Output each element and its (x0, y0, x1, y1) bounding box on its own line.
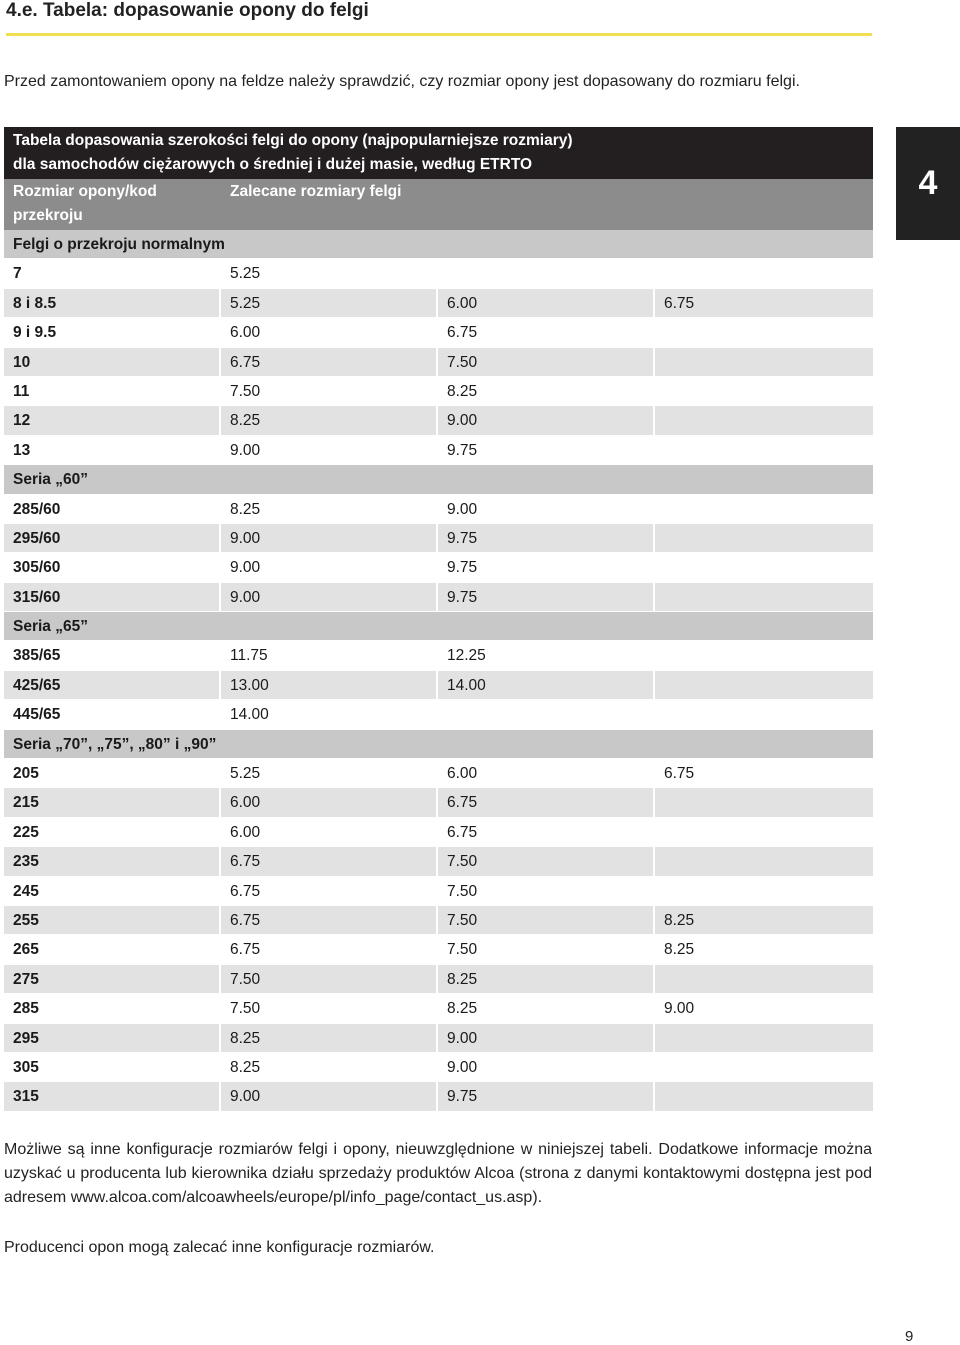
table-row (4, 935, 873, 964)
rim-fitment-table (4, 127, 873, 1112)
table-row (4, 406, 873, 435)
footnote-tire-makers: Producenci opon mogą zalecać inne konfiguracje rozmiarów. (4, 1239, 435, 1256)
tire-size-cell: 285 (4, 994, 221, 1023)
section-heading: 4.e. Tabela: dopasowanie opony do felgi (6, 0, 369, 21)
section-label: Seria „65” (4, 612, 873, 641)
tire-size-cell: 13 (4, 436, 221, 465)
rim-size-cell: 8.25 (438, 377, 655, 406)
rim-size-cell: 9.00 (438, 495, 655, 524)
table-row (4, 1024, 873, 1053)
tire-size-cell: 275 (4, 965, 221, 994)
rim-size-cell: 13.00 (221, 671, 438, 700)
rim-size-cell: 6.00 (221, 318, 438, 347)
tire-size-cell: 225 (4, 818, 221, 847)
rim-size-cell (655, 583, 873, 612)
rim-size-cell: 6.75 (221, 877, 438, 906)
rim-size-cell: 5.25 (221, 259, 438, 288)
rim-size-cell: 9.00 (221, 436, 438, 465)
rim-size-cell: 11.75 (221, 641, 438, 670)
rim-size-cell (655, 406, 873, 435)
rim-size-cell (655, 377, 873, 406)
tire-size-cell: 425/65 (4, 671, 221, 700)
rim-size-cell (655, 318, 873, 347)
table-row (4, 553, 873, 582)
column-header-rim-sizes: Zalecane rozmiary felgi (230, 183, 402, 200)
rim-size-cell: 9.00 (438, 1053, 655, 1082)
rim-size-cell: 9.00 (221, 1082, 438, 1111)
rim-size-cell (655, 700, 873, 729)
footnote-text: Możliwe są inne konfiguracje rozmiarów felgi i opony, nieuwzględnione w niniejszej tabeli. Dodatkowe informacje można uzyskać u producenta lub kierownika działu sprzedaży produktów Alcoa (strona z danymi kontaktowymi dostępna jest pod adresem www.alcoa.com/alcoawheels/europe/pl/info_page/contact_us.asp). (4, 1141, 872, 1206)
rim-size-cell: 9.00 (438, 406, 655, 435)
tire-size-cell: 295/60 (4, 524, 221, 553)
rim-size-cell: 14.00 (438, 671, 655, 700)
rim-size-cell: 9.75 (438, 583, 655, 612)
rim-size-cell: 14.00 (221, 700, 438, 729)
rim-size-cell: 9.75 (438, 524, 655, 553)
rim-size-cell: 7.50 (438, 906, 655, 935)
rim-size-cell: 9.75 (438, 436, 655, 465)
rim-size-cell: 7.50 (438, 935, 655, 964)
rim-size-cell (655, 553, 873, 582)
table-row (4, 965, 873, 994)
table-title-line2: dla samochodów ciężarowych o średniej i dużej masie, według ETRTO (13, 156, 533, 173)
rim-size-cell: 6.00 (221, 788, 438, 817)
rim-size-cell (655, 788, 873, 817)
tire-size-cell: 285/60 (4, 495, 221, 524)
rim-size-cell (438, 700, 655, 729)
section-label: Felgi o przekroju normalnym (4, 230, 873, 259)
rim-size-cell: 8.25 (655, 935, 873, 964)
table-row (4, 377, 873, 406)
table-row (4, 788, 873, 817)
rim-size-cell: 7.50 (438, 847, 655, 876)
rim-size-cell: 9.00 (221, 524, 438, 553)
tire-size-cell: 445/65 (4, 700, 221, 729)
rim-size-cell: 5.25 (221, 759, 438, 788)
rim-size-cell: 6.75 (221, 906, 438, 935)
rim-size-cell: 7.50 (438, 348, 655, 377)
table-row (4, 877, 873, 906)
rim-size-cell (655, 877, 873, 906)
section-label: Seria „70”, „75”, „80” i „90” (4, 730, 873, 759)
table-row (4, 1053, 873, 1082)
table-row (4, 259, 873, 288)
table-row (4, 289, 873, 318)
section-label: Seria „60” (4, 465, 873, 494)
table-row (4, 759, 873, 788)
rim-size-cell: 6.75 (438, 788, 655, 817)
tire-size-cell: 305/60 (4, 553, 221, 582)
tire-size-cell: 245 (4, 877, 221, 906)
rim-size-cell (655, 1082, 873, 1111)
rim-size-cell (655, 348, 873, 377)
rim-size-cell: 6.75 (221, 847, 438, 876)
table-row (4, 1082, 873, 1111)
rim-size-cell: 6.75 (655, 759, 873, 788)
tire-size-cell: 7 (4, 259, 221, 288)
tire-size-cell: 12 (4, 406, 221, 435)
rim-size-cell: 8.25 (221, 406, 438, 435)
rim-size-cell: 6.00 (221, 818, 438, 847)
table-row (4, 524, 873, 553)
rim-size-cell: 6.00 (438, 759, 655, 788)
rim-size-cell: 6.75 (221, 348, 438, 377)
rim-size-cell (655, 1024, 873, 1053)
table-row (4, 583, 873, 612)
rim-size-cell: 7.50 (221, 377, 438, 406)
rim-size-cell (655, 847, 873, 876)
rim-size-cell: 9.75 (438, 553, 655, 582)
table-row (4, 436, 873, 465)
rim-size-cell (655, 259, 873, 288)
intro-text: Przed zamontowaniem opony na feldze należy sprawdzić, czy rozmiar opony jest dopasowany do rozmiaru felgi. (4, 73, 800, 90)
table-body (4, 230, 873, 1112)
rim-size-cell: 6.75 (438, 318, 655, 347)
rim-size-cell: 8.25 (221, 1053, 438, 1082)
rim-size-cell: 8.25 (438, 965, 655, 994)
rim-size-cell: 6.75 (655, 289, 873, 318)
rim-size-cell (655, 641, 873, 670)
table-row (4, 906, 873, 935)
tire-size-cell: 385/65 (4, 641, 221, 670)
rim-size-cell: 6.00 (438, 289, 655, 318)
table-title-line1: Tabela dopasowania szerokości felgi do opony (najpopularniejsze rozmiary) (13, 132, 573, 149)
tire-size-cell: 315/60 (4, 583, 221, 612)
rim-size-cell: 8.25 (438, 994, 655, 1023)
table-row (4, 994, 873, 1023)
tire-size-cell: 295 (4, 1024, 221, 1053)
table-title (4, 127, 873, 179)
rim-size-cell: 6.75 (221, 935, 438, 964)
tire-size-cell: 315 (4, 1082, 221, 1111)
tire-size-cell: 9 i 9.5 (4, 318, 221, 347)
tire-size-cell: 305 (4, 1053, 221, 1082)
rim-size-cell (438, 259, 655, 288)
table-row (4, 671, 873, 700)
rim-size-cell: 7.50 (221, 994, 438, 1023)
tire-size-cell: 235 (4, 847, 221, 876)
table-row (4, 818, 873, 847)
table-row (4, 641, 873, 670)
table-row (4, 847, 873, 876)
rim-size-cell (655, 1053, 873, 1082)
rim-size-cell (655, 436, 873, 465)
tire-size-cell: 8 i 8.5 (4, 289, 221, 318)
rim-size-cell: 8.25 (221, 495, 438, 524)
chapter-tab-marker: 4 (896, 127, 960, 240)
rim-size-cell: 9.00 (438, 1024, 655, 1053)
heading-divider (6, 33, 872, 36)
rim-size-cell: 8.25 (221, 1024, 438, 1053)
rim-size-cell (655, 671, 873, 700)
tire-size-cell: 11 (4, 377, 221, 406)
rim-size-cell: 5.25 (221, 289, 438, 318)
rim-size-cell (655, 495, 873, 524)
rim-size-cell: 7.50 (438, 877, 655, 906)
column-header-tire-size: Rozmiar opony/kod przekroju (13, 183, 157, 224)
tire-size-cell: 205 (4, 759, 221, 788)
rim-size-cell: 6.75 (438, 818, 655, 847)
rim-size-cell (655, 965, 873, 994)
rim-size-cell: 9.00 (221, 553, 438, 582)
rim-size-cell: 9.00 (655, 994, 873, 1023)
rim-size-cell (655, 818, 873, 847)
tire-size-cell: 265 (4, 935, 221, 964)
rim-size-cell: 7.50 (221, 965, 438, 994)
tire-size-cell: 215 (4, 788, 221, 817)
tire-size-cell: 10 (4, 348, 221, 377)
rim-size-cell: 12.25 (438, 641, 655, 670)
tire-size-cell: 255 (4, 906, 221, 935)
table-row (4, 318, 873, 347)
rim-size-cell: 8.25 (655, 906, 873, 935)
page-number: 9 (905, 1328, 914, 1345)
table-row (4, 700, 873, 729)
table-row (4, 348, 873, 377)
rim-size-cell: 9.00 (221, 583, 438, 612)
rim-size-cell (655, 524, 873, 553)
rim-size-cell: 9.75 (438, 1082, 655, 1111)
table-header (4, 179, 873, 230)
table-row (4, 495, 873, 524)
